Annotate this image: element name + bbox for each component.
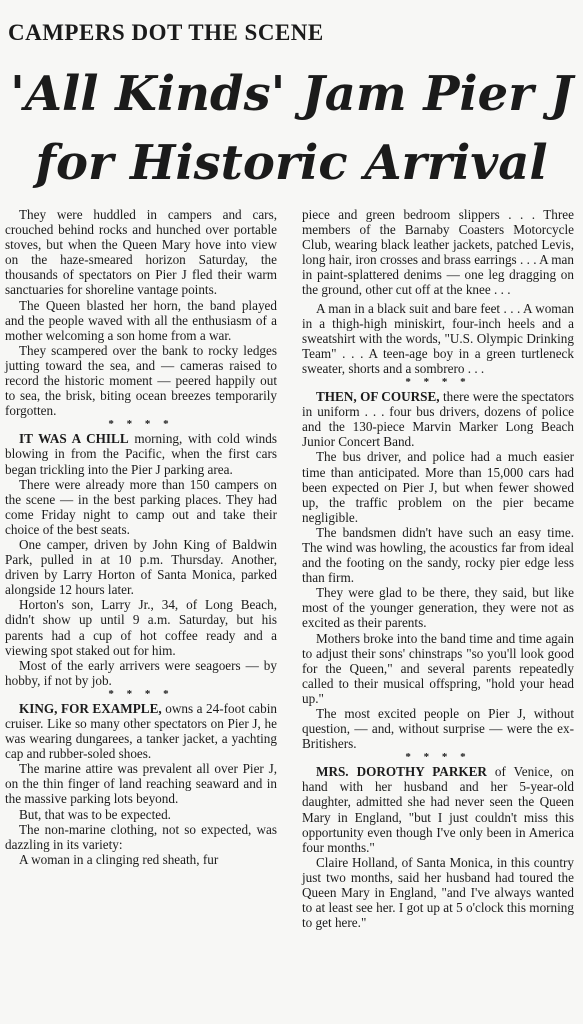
- article-column-left: [5, 207, 277, 867]
- headline-line-2: for Historic Arrival: [35, 135, 548, 191]
- section-separator: * * * *: [108, 418, 174, 431]
- article-column-right: [302, 207, 574, 930]
- paragraph: They were glad to be there, they said, but like most of the younger generation, they were not as excited as their parents.: [302, 585, 574, 631]
- paragraph: One camper, driven by John King of Baldwin Park, pulled in at 10 p.m. Thursday. Another, driven by Larry Horton of Santa Monica, parked alongside 12 hours later.: [5, 536, 277, 598]
- paragraph: The bandsmen didn't have such an easy time. The wind was howling, the acoustics far from ideal and the footing on the sandy, rocky pier edge less than firm.: [302, 524, 574, 586]
- paragraph: MRS. DOROTHY PARKER of Venice, on hand with her husband and her 5-year-old daughter, admitted she had never seen the Queen Mary in England, "but I just couldn't miss this opportunity even though I've only been in America four months.": [302, 764, 575, 855]
- section-separator: * * * *: [405, 376, 471, 389]
- paragraph: piece and green bedroom slippers . . . Three members of the Barnaby Coasters Motorcycle Club, wearing black leather jackets, patched Levis, long hair, iron crosses and brass earrings . . . A man in paint-splattered denims — one leg dragging on the ground, other cut off at the knee . . .: [302, 207, 574, 298]
- paragraph: THEN, OF COURSE, there were the spectators in uniform . . . four bus drivers, dozens of police and the 130-piece Marvin Marker Long Beach Junior Concert Band.: [302, 389, 574, 450]
- paragraph: A man in a black suit and bare feet . . . A woman in a thigh-high miniskirt, four-inch heels and a sweatshirt with the words, "U.S. Olympic Drinking Team" . . . A teen-age boy in a green turtleneck sweater, shorts and a sombrero . . .: [302, 300, 574, 376]
- headline-line-1: 'All Kinds' Jam Pier J: [10, 66, 573, 122]
- kicker-headline: CAMPERS DOT THE SCENE: [8, 20, 324, 45]
- paragraph-lead-in: MRS. DOROTHY PARKER: [316, 764, 487, 780]
- paragraph: Most of the early arrivers were seagoers — by hobby, if not by job.: [5, 657, 277, 688]
- section-separator: * * * *: [405, 751, 471, 764]
- paragraph-lead-in: THEN, OF COURSE,: [316, 389, 440, 405]
- paragraph: IT WAS A CHILL morning, with cold winds blowing in from the Pacific, when the first cars began trickling into the Pier J parking area.: [5, 431, 277, 477]
- paragraph: KING, FOR EXAMPLE, owns a 24-foot cabin cruiser. Like so many other spectators on Pier J, he was wearing dungarees, a tanker jacket, a yachting cap and rubber-soled shoes.: [5, 700, 277, 762]
- section-separator: * * * *: [108, 687, 174, 700]
- paragraph: They were huddled in campers and cars, crouched behind rocks and hunched over portable stoves, but when the Queen Mary hove into view on the haze-smeared horizon Saturday, the thousands of spectators on Pier J fled their warm sanctuaries for shoreline vantage points.: [5, 207, 277, 298]
- paragraph: The bus driver, and police had a much easier time than anticipated. More than 15,000 cars had been expected on Pier J, but when fewer showed up, the traffic problem on the pier became negligible.: [302, 449, 574, 525]
- paragraph: Claire Holland, of Santa Monica, in this country just two months, said her husband had toured the Queen Mary in England, "and I've always wanted to at least see her. I got up at 5 o'clock this morning to get here.": [302, 854, 574, 931]
- paragraph: The most excited people on Pier J, without question, — and, without surprise — were the ex-Britishers.: [302, 706, 574, 752]
- paragraph: Mothers broke into the band time and time again to adjust their sons' chinstraps "so you'll look good for the Queen," and several parents repeatedly called to their musical offspring, "hold your head up.": [302, 630, 574, 706]
- paragraph-lead-in: KING, FOR EXAMPLE,: [19, 700, 162, 716]
- paragraph-lead-in: IT WAS A CHILL: [19, 431, 129, 447]
- paragraph: The marine attire was prevalent all over Pier J, on the thin finger of land reaching seaward and in the massive parking lots beyond.: [5, 761, 277, 807]
- paragraph: There were already more than 150 campers on the scene — in the best parking places. They had come Friday night to camp out and take their choice of the best seats.: [5, 476, 277, 537]
- paragraph: But, that was to be expected.: [19, 806, 171, 822]
- paragraph: Horton's son, Larry Jr., 34, of Long Beach, didn't show up until 9 a.m. Saturday, but his parents had a cup of hot coffee ready and a viewing spot staked out for him.: [5, 597, 277, 658]
- paragraph: The non-marine clothing, not so expected, was dazzling in its variety:: [5, 821, 277, 852]
- paragraph: The Queen blasted her horn, the band played and the people waved with all the enthusiasm of a mother welcoming a son home from a war.: [5, 297, 277, 343]
- paragraph: A woman in a clinging red sheath, fur: [19, 851, 219, 867]
- main-headline: [0, 60, 583, 198]
- paragraph: They scampered over the bank to rocky ledges jutting toward the sea, and — cameras raised to record the historic moment — peered happily out to sea, the brisk, biting ocean breezes temporarily forgotten.: [5, 342, 277, 419]
